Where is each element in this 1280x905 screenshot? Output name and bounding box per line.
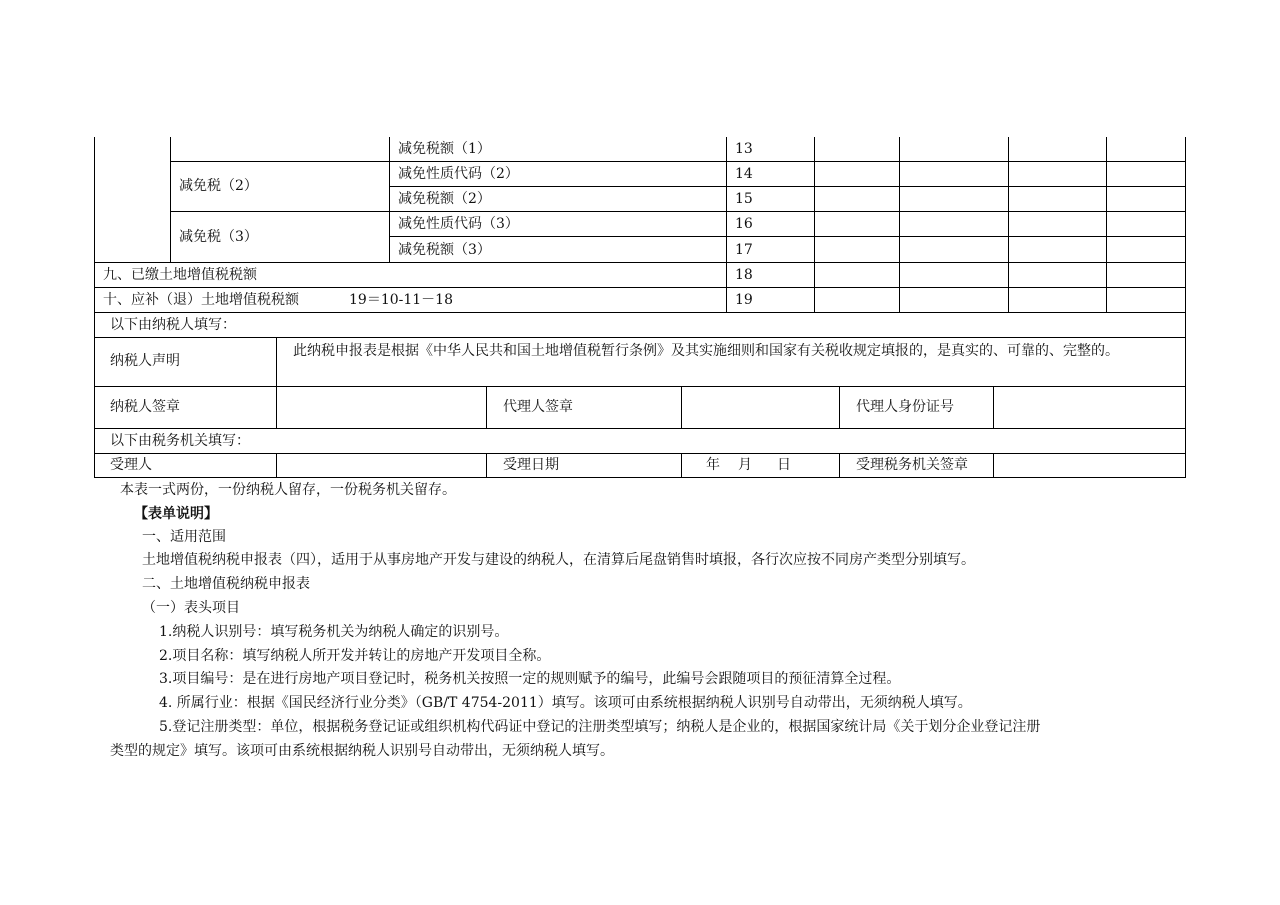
row-18-number: 18 (735, 267, 753, 283)
date-year-label: 年 (706, 457, 720, 473)
row-14-label: 减免性质代码（2） (398, 166, 519, 182)
row-19-number: 19 (735, 292, 753, 308)
taxpayer-sign-field[interactable] (277, 387, 485, 427)
agent-sign-label: 代理人签章 (503, 399, 573, 415)
row-19-formula: 19＝10-11－18 (349, 292, 453, 308)
section-1-title: 一、适用范围 (142, 529, 226, 545)
date-day-label: 日 (777, 457, 791, 473)
taxpayer-sign-label: 纳税人签章 (110, 399, 180, 415)
instruction-item-4: 4. 所属行业：根据《国民经济行业分类》（GB/T 4754-2011）填写。该项可由系统根据纳税人识别号自动带出，无须纳税人填写。 (159, 695, 972, 711)
row-15-label: 减免税额（2） (398, 191, 491, 207)
receiver-label: 受理人 (110, 457, 152, 473)
row-17-label: 减免税额（3） (398, 242, 491, 258)
section-2-subtitle: （一）表头项目 (142, 600, 240, 616)
declaration-text: 此纳税申报表是根据《中华人民共和国土地增值税暂行条例》及其实施细则和国家有关税收规定填报的，是真实的、可靠的、完整的。 (293, 343, 1119, 359)
agent-id-field[interactable] (994, 387, 1184, 427)
row-16-number: 16 (735, 216, 753, 232)
section-2-title: 二、土地增值税纳税申报表 (142, 576, 310, 592)
row-16-label: 减免性质代码（3） (398, 216, 519, 232)
receiver-field[interactable] (277, 454, 485, 476)
row-17-number: 17 (735, 242, 753, 258)
row-13-label: 减免税额（1） (398, 141, 491, 157)
group-3-label: 减免税（3） (179, 229, 258, 245)
receive-date-label: 受理日期 (503, 457, 559, 473)
copies-note: 本表一式两份，一份纳税人留存，一份税务机关留存。 (120, 482, 456, 498)
row-13-number: 13 (735, 141, 753, 157)
agent-id-label: 代理人身份证号 (856, 399, 954, 415)
taxpayer-section-title: 以下由纳税人填写： (110, 317, 236, 333)
instructions-heading: 【表单说明】 (134, 506, 218, 522)
office-seal-label: 受理税务机关签章 (856, 457, 968, 473)
instruction-item-5-line-2: 类型的规定》填写。该项可由系统根据纳税人识别号自动带出，无须纳税人填写。 (110, 743, 614, 759)
date-month-label: 月 (738, 457, 752, 473)
instruction-item-2: 2.项目名称：填写纳税人所开发并转让的房地产开发项目全称。 (159, 648, 551, 664)
declaration-label: 纳税人声明 (110, 353, 180, 369)
section-1-text: 土地增值税纳税申报表（四），适用于从事房地产开发与建设的纳税人，在清算后尾盘销售时填报，各行次应按不同房产类型分别填写。 (142, 552, 975, 568)
tax-office-section-title: 以下由税务机关填写： (110, 433, 250, 449)
agent-sign-field[interactable] (682, 387, 838, 427)
row-18-label: 九、已缴土地增值税税额 (103, 267, 257, 283)
instruction-item-5-line-1: 5.登记注册类型：单位，根据税务登记证或组织机构代码证中登记的注册类型填写；纳税人是企业的，根据国家统计局《关于划分企业登记注册 (159, 719, 1041, 735)
row-15-number: 15 (735, 191, 753, 207)
group-2-label: 减免税（2） (179, 178, 258, 194)
row-19-label: 十、应补（退）土地增值税税额 (103, 292, 299, 308)
row-14-number: 14 (735, 166, 753, 182)
instruction-item-1: 1.纳税人识别号：填写税务机关为纳税人确定的识别号。 (159, 624, 509, 640)
instruction-item-3: 3.项目编号：是在进行房地产项目登记时，税务机关按照一定的规则赋予的编号，此编号会跟随项目的预征清算全过程。 (159, 671, 901, 687)
office-seal-field[interactable] (994, 454, 1184, 476)
